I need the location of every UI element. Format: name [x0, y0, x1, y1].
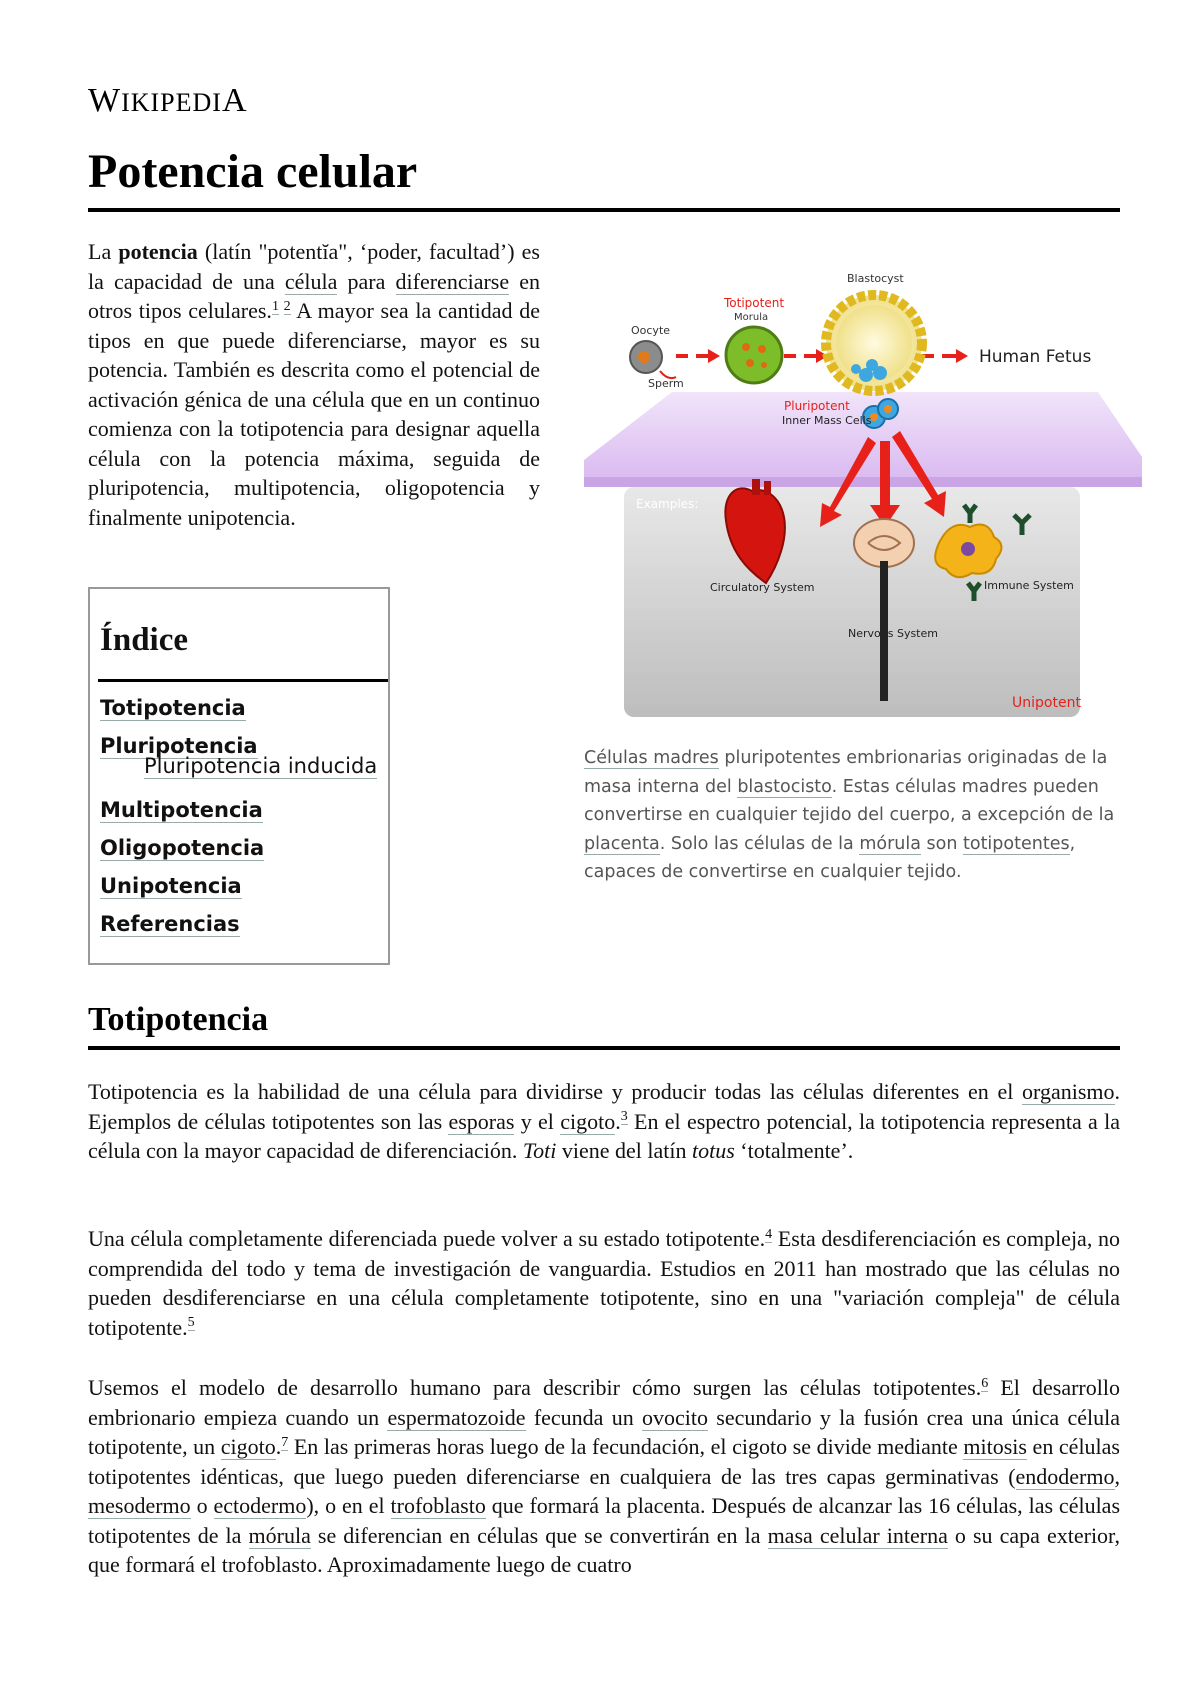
link-blastocisto[interactable]: blastocisto [737, 776, 832, 797]
ref-link[interactable]: 4 [765, 1226, 773, 1242]
toc-heading: Índice [100, 622, 189, 658]
link-endodermo[interactable]: endodermo [1015, 1463, 1115, 1489]
link-diferenciarse[interactable]: diferenciarse [395, 268, 510, 294]
page-title: Potencia celular [88, 145, 418, 198]
ref-link[interactable]: 3 [620, 1109, 628, 1125]
table-of-contents [88, 587, 390, 965]
link-celulas-madres[interactable]: Células madres [584, 748, 719, 768]
oocyte-icon [630, 341, 676, 378]
arrow-head [956, 349, 968, 363]
unipotent-label: Unipotent [1012, 695, 1081, 711]
stem-cell-diagram[interactable] [584, 265, 1180, 735]
toc-item-oligopotencia[interactable]: Oligopotencia [100, 836, 265, 860]
toc-item-pluripotencia[interactable]: Pluripotencia [100, 734, 258, 758]
morula-label: Morula [734, 312, 769, 323]
morula-icon [726, 327, 782, 383]
section-heading-totipotencia: Totipotencia [88, 1001, 269, 1038]
examples-panel [624, 487, 1080, 717]
circulatory-label: Circulatory System [710, 581, 815, 594]
oocyte-label: Oocyte [631, 324, 671, 337]
pluripotent-label: Pluripotent [784, 399, 850, 413]
blastocyst-icon [826, 295, 922, 391]
ref-link[interactable]: 7 [281, 1434, 289, 1450]
section-divider [88, 1046, 1120, 1050]
plane-edge [584, 477, 1142, 487]
link-totipotentes[interactable]: totipotentes [963, 833, 1070, 854]
link-morula[interactable]: mórula [859, 833, 921, 854]
link-ectodermo[interactable]: ectodermo [213, 1493, 307, 1518]
totipotent-label: Totipotent [724, 296, 785, 310]
toc-item-multipotencia[interactable]: Multipotencia [100, 798, 263, 822]
wikipedia-logo[interactable]: WIKIPEDIA [88, 82, 248, 119]
intro-paragraph: La potencia (latín "potentĭa", ‘poder, facultad’) es la capacidad de una célula para diferenciarse en otros tipos celulares.$^{1 2}$ A mayor sea la cantidad de tipos en que puede diferenciarse, mayor es su potencia. También es descrita como el potencial de activación génica de una célula que en un continuo comienza con la totipotencia para designar aquella célula con la potencia máxima, seguida de pluripotencia, multipotencia, oligopotencia y finalmente unipotencia. [88, 239, 541, 530]
paragraph-1: Totipotencia es la habilidad de una célula para dividirse y producir todas las células diferentes en el organismo. Ejemplos de células totipotentes son las esporas y el cigoto.$^3$ En el espectro potencial, la totipotencia representa a la célula con la mayor capacidad de diferenciación. Toti viene del latín totus ‘totalmente’. [88, 1079, 1120, 1163]
ref-link[interactable]: 1 [271, 298, 279, 314]
human-fetus-label: Human Fetus [979, 347, 1092, 367]
link-placenta[interactable]: placenta [584, 833, 660, 854]
link-celula[interactable]: célula [284, 268, 338, 294]
link-ovocito[interactable]: ovocito [642, 1404, 709, 1430]
toc-item-unipotencia[interactable]: Unipotencia [100, 874, 242, 898]
inner-mass-label: Inner Mass Cells [782, 414, 872, 427]
figure-caption: Células madres pluripotentes embrionarias originadas de la masa interna del blastocisto. Estas células madres pueden convertirse en cualquier tejido del cuerpo, a excepción de la placenta. Solo las células de la mórula son totipotentes, capaces de convertirse en cualquier tejido. [584, 748, 1115, 882]
examples-label: Examples: [636, 497, 699, 511]
link-cigoto[interactable]: cigoto [560, 1108, 616, 1134]
immune-label: Immune System [984, 579, 1074, 592]
title-divider [88, 208, 1120, 212]
link-espermatozoide[interactable]: espermatozoide [387, 1404, 526, 1430]
arrow-head [708, 349, 720, 363]
link-mitosis[interactable]: mitosis [963, 1434, 1027, 1459]
sperm-label: Sperm [648, 377, 684, 390]
ref-link[interactable]: 6 [981, 1375, 989, 1391]
nervous-label: Nervous System [848, 627, 938, 640]
toc-item-referencias[interactable]: Referencias [100, 912, 240, 936]
ref-link[interactable]: 5 [187, 1315, 195, 1331]
blastocyst-label: Blastocyst [847, 272, 904, 285]
link-trofoblasto[interactable]: trofoblasto [390, 1493, 486, 1518]
link-cigoto[interactable]: cigoto [220, 1434, 276, 1459]
link-morula[interactable]: mórula [248, 1522, 311, 1548]
paragraph-2: Una célula completamente diferenciada puede volver a su estado totipotente.$^4$ Esta desdiferenciación es compleja, no comprendida del todo y tema de investigación de vanguardia. Estudios en 2011 han mostrado que las células no pueden desdiferenciarse en una célula completamente totipotente, sino en una "variación compleja" de célula totipotente.$^5$ [88, 1226, 1120, 1340]
toc-item-totipotencia[interactable]: Totipotencia [100, 696, 246, 720]
link-mesodermo[interactable]: mesodermo [88, 1493, 191, 1518]
toc-divider [98, 679, 388, 682]
toc-item-pluripotencia-inducida[interactable]: Pluripotencia inducida [144, 754, 378, 778]
pluripotent-plane [584, 392, 1142, 482]
link-esporas[interactable]: esporas [448, 1108, 515, 1134]
ref-link[interactable]: 2 [283, 298, 291, 314]
link-organismo[interactable]: organismo [1022, 1079, 1115, 1104]
link-masa-celular-interna[interactable]: masa celular interna [767, 1522, 948, 1548]
paragraph-3: Usemos el modelo de desarrollo humano para describir cómo surgen las células totipotentes.$^6$ El desarrollo embrionario empieza cuando un espermatozoide fecunda un ovocito secundario y la fusión crea una única célula totipotente, un cigoto.$^7$ En las primeras horas luego de la fecundación, el cigoto se divide mediante mitosis en células totipotentes idénticas, que luego pueden diferenciarse en cualquiera de las tres capas germinativas (endodermo, mesodermo o ectodermo), o en el trofoblasto que formará la placenta. Después de alcanzar las 16 células, las células totipotentes de la mórula se diferencian en células que se convertirán en la masa celular interna o su capa exterior, que formará el trofoblasto. Aproximadamente luego de cuatro [88, 1375, 1121, 1577]
